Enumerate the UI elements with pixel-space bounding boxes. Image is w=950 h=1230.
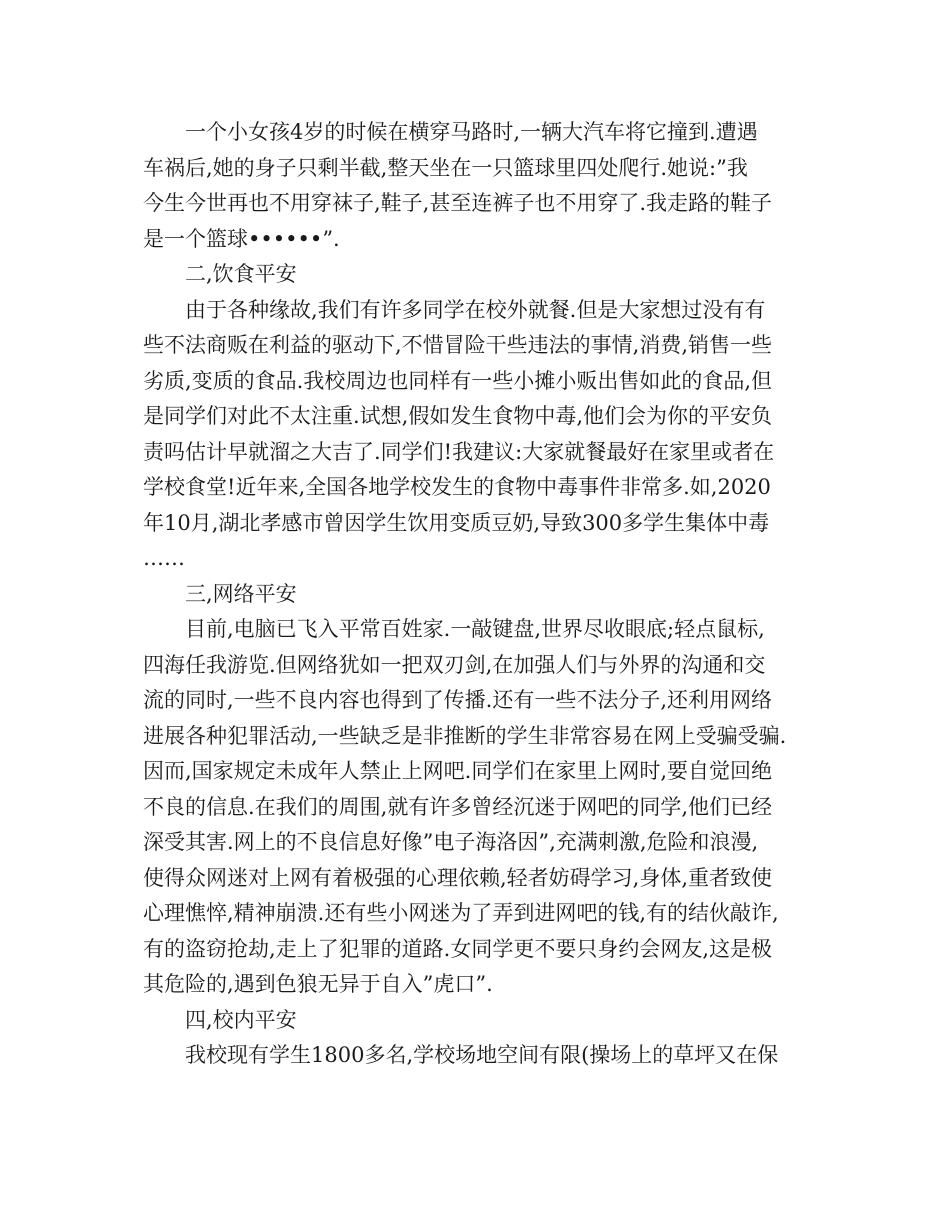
document-body [143, 115, 813, 1074]
text-line: 是同学们对此不太注重.试想,假如发生食物中毒,他们会为你的平安负 [143, 404, 773, 428]
text-line: 深受其害.网上的不良信息好像”电子海洛因”,充满刺激,危险和浪漫, [143, 830, 759, 854]
text-line: …… [143, 546, 185, 570]
text-line: 年10月,湖北孝感市曾因学生饮用变质豆奶,导致300多学生集体中毒 [143, 510, 770, 535]
text-line: 心理憔悴,精神崩溃.还有些小网迷为了弄到进网吧的钱,有的结伙敲诈, [143, 901, 779, 925]
text-line: 其危险的,遇到色狼无异于自入”虎口”. [143, 972, 493, 996]
text-line: 进展各种犯罪活动,一些缺乏是非推断的学生非常容易在网上受骗受骗. [143, 723, 787, 748]
text-line: 车祸后,她的身子只剩半截,整天坐在一只篮球里四处爬行.她说:”我 [143, 155, 748, 180]
text-line: 我校现有学生1800多名,学校场地空间有限(操场上的草坪又在保 [185, 1043, 779, 1067]
text-line: 些不法商贩在利益的驱动下,不惜冒险干些违法的事情,消费,销售一些 [143, 333, 773, 357]
text-line: 流的同时,一些不良内容也得到了传播.还有一些不法分子,还利用网络 [143, 688, 773, 712]
text-line: 有的盗窃抢劫,走上了犯罪的道路.女同学更不要只身约会网友,这是极 [143, 936, 773, 961]
text-line: 因而,国家规定未成年人禁止上网吧.同学们在家里上网时,要自觉回绝 [143, 759, 773, 783]
text-line: 责吗估计早就溜之大吉了.同学们!我建议:大家就餐最好在家里或者在 [143, 439, 775, 464]
text-line: 不良的信息.在我们的周围,就有许多曾经沉迷于网吧的同学,他们已经 [143, 794, 773, 819]
section-heading: 二,饮食平安 [185, 262, 297, 286]
text-line: 劣质,变质的食品.我校周边也同样有一些小摊小贩出售如此的食品,但 [143, 368, 773, 393]
text-line: 四海任我游览.但网络犹如一把双刃剑,在加强人们与外界的沟通和交 [143, 652, 766, 677]
section-heading: 四,校内平安 [185, 1007, 297, 1032]
text-line: 使得众网迷对上网有着极强的心理依赖,轻者妨碍学习,身体,重者致使 [143, 865, 773, 890]
section-heading: 三,网络平安 [185, 581, 297, 606]
text-line: 今生今世再也不用穿袜子,鞋子,甚至连裤子也不用穿了.我走路的鞋子 [143, 191, 773, 215]
text-line: 学校食堂!近年来,全国各地学校发生的食物中毒事件非常多.如,2020 [143, 475, 771, 499]
text-line: 目前,电脑已飞入平常百姓家.一敲键盘,世界尽收眼底;轻点鼠标, [185, 617, 765, 641]
text-line: 一个小女孩4岁的时候在横穿马路时,一辆大汽车将它撞到.遭遇 [185, 120, 758, 144]
text-line: 是一个篮球••••••”. [143, 226, 340, 251]
text-line: 由于各种缘故,我们有许多同学在校外就餐.但是大家想过没有有 [185, 297, 766, 322]
